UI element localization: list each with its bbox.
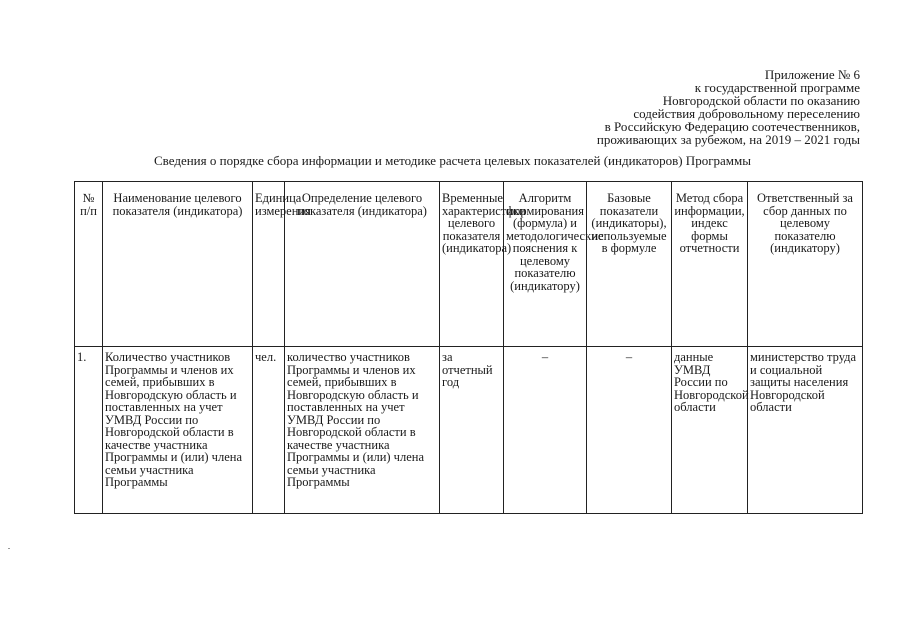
- cell-definition: количество участников Программы и членов их семей, прибывших в Новгородскую область и поставленных на учет УМВД России по Новгородской области в качестве участника Программы и (или) члена семьи участника Программы: [285, 347, 440, 514]
- cell-method: данные УМВД России по Новгородской области: [672, 347, 748, 514]
- header-responsible: Ответственный за сбор данных по целевому показателю (индикатору): [748, 182, 863, 347]
- header-time: Временные характеристики целевого показателя (индикатора): [440, 182, 504, 347]
- header-base: Базовые показатели (индикаторы), используемые в формуле: [587, 182, 672, 347]
- header-num: № п/п: [75, 182, 103, 347]
- document-title: Сведения о порядке сбора информации и методике расчета целевых показателей (индикаторов) Программы: [154, 153, 751, 168]
- header-algorithm: Алгоритм формирования (формула) и методологические пояснения к целевому показателю (индикатору): [504, 182, 587, 347]
- cell-num: 1.: [75, 347, 103, 514]
- appendix-line: к государственной программе: [694, 80, 860, 95]
- appendix-line: Новгородской области по оказанию: [662, 93, 860, 108]
- appendix-line: в Российскую Федерацию соотечественников,: [604, 119, 860, 134]
- cell-time: за отчетный год: [440, 347, 504, 514]
- header-unit: Единица измерения: [253, 182, 285, 347]
- header-definition: Определение целевого показателя (индикатора): [285, 182, 440, 347]
- appendix-line: содействия добровольному переселению: [633, 106, 860, 121]
- cell-base: –: [587, 347, 672, 514]
- header-method: Метод сбора информации, индекс формы отчетности: [672, 182, 748, 347]
- cell-name: Количество участников Программы и членов их семей, прибывших в Новгородскую область и поставленных на учет УМВД России по Новгородской области в качестве участника Программы и (или) члена семьи участника Программы: [103, 347, 253, 514]
- table-row: [75, 347, 863, 514]
- cell-algorithm: –: [504, 347, 587, 514]
- indicators-table: [74, 181, 863, 514]
- appendix-header: [597, 68, 860, 146]
- cell-unit: чел.: [253, 347, 285, 514]
- header-name: Наименование целевого показателя (индикатора): [103, 182, 253, 347]
- appendix-line: проживающих за рубежом, на 2019 – 2021 годы: [596, 132, 860, 147]
- table-header-row: [75, 182, 863, 347]
- appendix-line: Приложение № 6: [764, 67, 860, 82]
- scan-speck: [8, 548, 10, 549]
- cell-responsible: министерство труда и социальной защиты населения Новгородской области: [748, 347, 863, 514]
